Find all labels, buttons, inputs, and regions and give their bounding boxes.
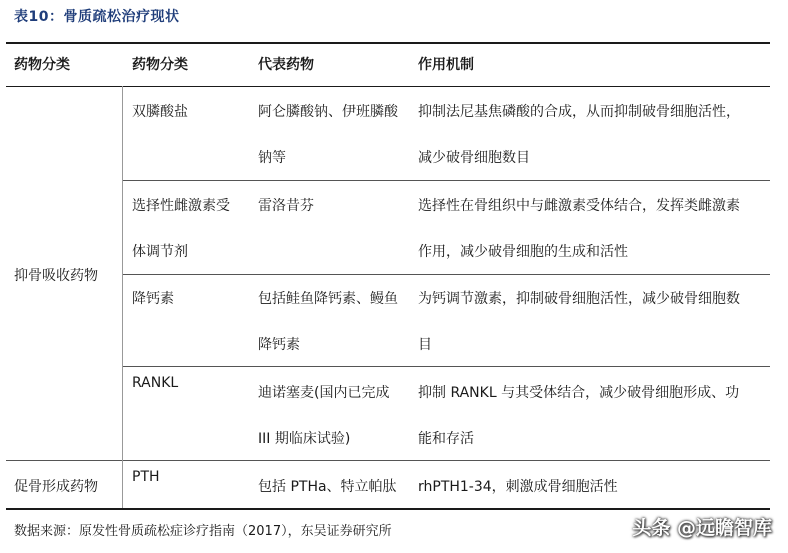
subclass-cell	[132, 276, 174, 322]
mechanism-cell	[418, 276, 740, 368]
subclass-line: 体调节剂	[132, 244, 188, 260]
subclass-line: 双膦酸盐	[132, 104, 188, 120]
drugs-line: 钠等	[258, 150, 286, 166]
drugs-line: 降钙素	[258, 337, 300, 353]
drugs-cell	[258, 370, 389, 462]
header-subclass: 药物分类	[132, 57, 188, 73]
drugs-line: 包括 PTHa、特立帕肽	[258, 479, 397, 495]
drugs-cell	[258, 183, 314, 229]
drugs-line: III 期临床试验)	[258, 431, 351, 447]
mechanism-line: 能和存活	[418, 431, 474, 447]
mechanism-line: 抑制法尼基焦磷酸的合成，从而抑制破骨细胞活性，	[418, 104, 740, 120]
subclass-cell	[132, 89, 188, 135]
header-category: 药物分类	[14, 57, 70, 73]
group-category-antiresorptive: 抑骨吸收药物	[14, 268, 98, 284]
subclass-cell	[132, 183, 230, 275]
mechanism-cell	[418, 370, 739, 462]
drugs-line: 包括鲑鱼降钙素、鳗鱼	[258, 291, 398, 307]
subclass-line: RANKL	[132, 375, 179, 391]
subclass-line: 选择性雌激素受	[132, 198, 230, 214]
col-sep-1	[122, 86, 123, 508]
drugs-line: 雷洛昔芬	[258, 198, 314, 214]
mechanism-cell	[418, 183, 740, 275]
mechanism-cell	[418, 89, 740, 181]
mechanism-line: 作用，减少破骨细胞的生成和活性	[418, 244, 628, 260]
mechanism-line: 目	[418, 337, 432, 353]
mechanism-line: 减少破骨细胞数目	[418, 150, 530, 166]
mechanism-cell	[418, 464, 618, 510]
subclass-line: 降钙素	[132, 291, 174, 307]
drugs-cell	[258, 89, 398, 181]
table-title: 表10：骨质疏松治疗现状	[14, 9, 180, 25]
drugs-cell	[258, 276, 398, 368]
group-category-anabolic: 促骨形成药物	[14, 479, 98, 495]
subclass-line: PTH	[132, 469, 160, 485]
mechanism-line: 为钙调节激素，抑制破骨细胞活性，减少破骨细胞数	[418, 291, 740, 307]
mechanism-line: 选择性在骨组织中与雌激素受体结合，发挥类雌激素	[418, 198, 740, 214]
subclass-cell	[132, 366, 178, 412]
mechanism-line: 抑制 RANKL 与其受体结合，减少破骨细胞形成、功	[418, 385, 740, 401]
top-rule	[6, 42, 770, 44]
header-mechanism: 作用机制	[418, 57, 474, 73]
header-drugs: 代表药物	[258, 57, 314, 73]
drugs-cell	[258, 464, 397, 510]
source-note: 数据来源：原发性骨质疏松症诊疗指南（2017），东吴证券研究所	[14, 524, 392, 539]
drugs-line: 阿仑膦酸钠、伊班膦酸	[258, 104, 398, 120]
drugs-line: 迪诺塞麦(国内已完成	[258, 385, 390, 401]
mechanism-line: rhPTH1-34，刺激成骨细胞活性	[418, 479, 618, 495]
header-rule	[6, 86, 770, 87]
watermark: 头条 @远瞻智库	[632, 517, 772, 539]
subclass-cell	[132, 460, 160, 506]
